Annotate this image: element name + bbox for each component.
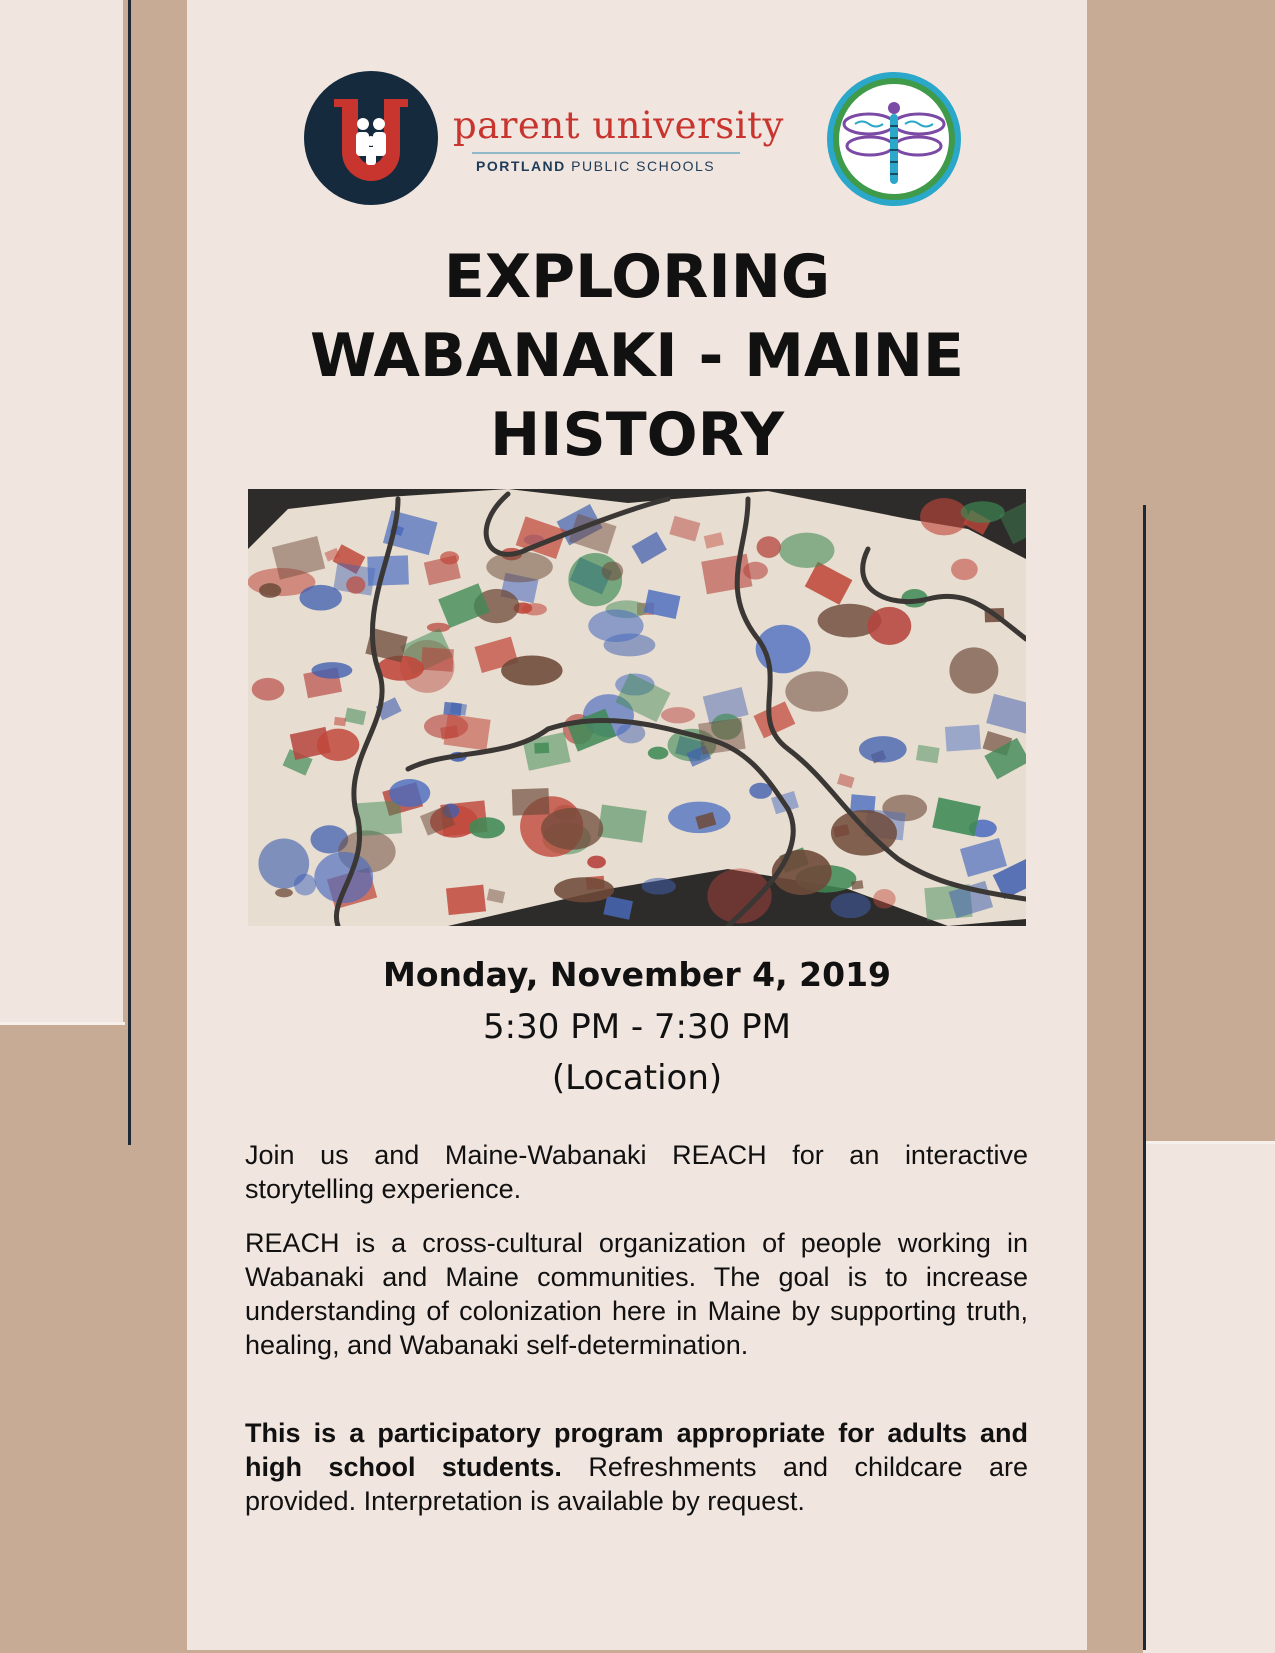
print-stamp [587,856,606,869]
print-stamp [258,838,309,888]
intro-paragraph: Join us and Maine-Wabanaki REACH for an interactive storytelling experience. [245,1140,1028,1204]
print-stamp [443,702,462,716]
print-stamp [444,714,491,751]
print-stamp [486,551,553,582]
print-stamp [346,576,365,593]
print-stamp [259,583,281,598]
amenities-note: Refreshments and childcare are provided. Interpretation is available by request. [245,1452,1028,1516]
page-title [187,238,1087,475]
fabric-map-photo [248,489,1026,926]
portland-public-schools-label [476,158,776,174]
print-stamp [945,725,981,752]
print-stamp [440,551,459,564]
print-stamp [299,585,342,611]
print-stamp [275,888,293,897]
print-stamp [661,707,695,723]
print-stamp [598,805,647,843]
reach-description-paragraph: REACH is a cross-cultural organization of people working in Wabanaki and Maine communities. The goal is to increase understanding of colonization here in Maine by supporting truth, healing, and Wabanaki self-determination. [245,1228,1028,1360]
print-stamp [252,678,285,701]
print-stamp [949,647,998,693]
print-stamp [311,662,352,679]
print-stamp [588,609,643,642]
print-stamp [389,779,430,807]
event-date: Monday, November 4, 2019 [382,955,892,994]
print-stamp [961,501,1005,523]
right-bottom-panel [1143,1141,1275,1653]
print-stamp [785,671,848,711]
print-stamp [757,536,781,558]
print-stamp [554,877,614,902]
print-stamp [830,893,870,918]
title-line-1: EXPLORING [443,242,831,312]
dragonfly-icon [825,70,963,208]
audience-note: This is a participatory program appropriate for adults and high school students. [245,1418,1028,1482]
print-stamp [999,496,1026,545]
print-stamp [469,817,505,838]
left-divider-line [128,0,131,1145]
print-stamp [446,885,486,916]
print-stamp [867,607,911,645]
title-line-3: HISTORY [489,400,785,470]
print-stamp [334,717,346,726]
print-stamp [648,747,669,760]
title-line-2: WABANAKI - MAINE [310,321,964,391]
parent-university-name: parent university [453,104,784,147]
right-top-panel [1143,0,1275,1141]
print-stamp [779,533,834,568]
right-divider-line [1143,505,1146,1650]
print-stamp [859,736,907,762]
left-bottom-panel [0,1022,125,1653]
print-stamp [421,647,454,672]
print-stamp [522,603,547,615]
left-top-panel [0,0,125,1022]
print-stamp [920,498,968,535]
portland-label: PORTLAND [476,158,566,174]
print-stamp [951,559,978,581]
event-location: (Location) [551,1058,723,1098]
event-time: 5:30 PM - 7:30 PM [483,1007,791,1047]
print-stamp [317,729,360,761]
print-stamp [642,878,676,895]
print-stamp [851,880,863,890]
print-stamp [603,896,633,920]
program-details-paragraph [245,1416,1028,1518]
print-stamp [602,562,623,581]
logo-divider [472,152,740,154]
print-stamp [501,656,562,686]
parent-university-logo-icon [304,71,438,205]
print-stamp [512,788,550,815]
print-stamp [541,808,603,850]
public-schools-label: PUBLIC SCHOOLS [565,158,716,174]
print-stamp [873,889,895,909]
